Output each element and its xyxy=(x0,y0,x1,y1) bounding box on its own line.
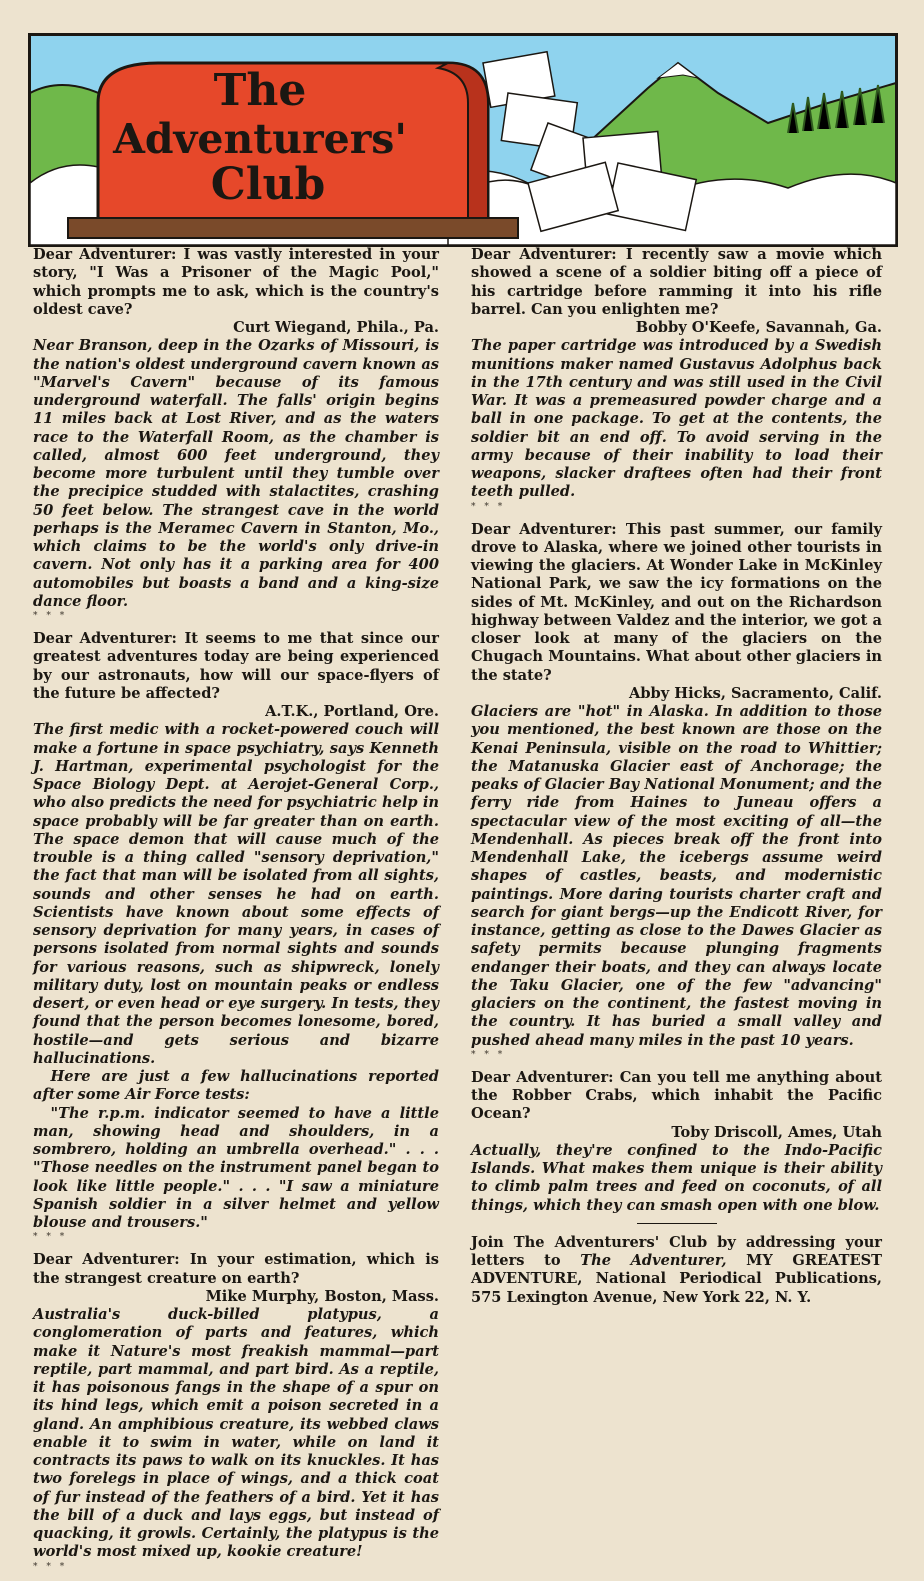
separator: * * * xyxy=(471,501,506,512)
letter-answer: Near Branson, deep in the Ozarks of Missouri, is the nation's oldest underground cavern known as "Marvel's Cavern" because of its famous underground waterfall. The falls' origin begins 11 miles back at Lost River, and as the waters race to the Waterfall Room, as the chamber is called, almost 600 feet underground, they become more turbulent until they tumble over the precipice studded with stalactites, crashing 50 feet below. The strangest cave in the world perhaps is the Meramec Cavern in Stanton, Mo., which claims to be the world's only drive-in cavern. Not only has it a parking area for 400 automobiles but boasts a band and a king-size dance floor. xyxy=(33,337,439,610)
letter-answer: Glaciers are "hot" in Alaska. In addition to those you mentioned, the best known are those on the Kenai Peninsula, visible on the road to Whittier; the Matanuska Glacier east of Anchorage; the peaks of Glacier Bay National Monument; and the ferry ride from Haines to Juneau offers a spectacular view of the most exciting of all—the Mendenhall. As pieces break off the front into Mendenhall Lake, the icebergs assume weird shapes of castles, beasts, and modernistic paintings. More daring tourists charter craft and search for giant bergs—up the Endicott River, for instance, getting as close to the Dawes Glacier as safety permits because plunging fragments endanger their boats, and they can always locate the Taku Glacier, one of the few "advancing" glaciers on the continent, the fastest moving in the country. It has buried a small valley and pushed ahead many miles in the past 10 years. xyxy=(471,703,882,1049)
letter-signature: Curt Wiegand, Phila., Pa. xyxy=(233,319,439,336)
letter-answer: Here are just a few hallucinations reported after some Air Force tests: xyxy=(33,1068,439,1104)
letter-signature: Bobby O'Keefe, Savannah, Ga. xyxy=(635,319,882,336)
banner-illustration xyxy=(28,33,898,247)
letter-signature: Toby Driscoll, Ames, Utah xyxy=(671,1123,882,1141)
title-line-2: Adventurers' xyxy=(113,115,407,163)
letter-answer: "The r.p.m. indicator seemed to have a little man, showing head and shoulders, in a sombrero, holding an umbrella overhead." . . . "Those needles on the instrument panel began to look like little people." . . . "I saw a miniature Spanish soldier in a silver helmet and yellow blouse and trousers." xyxy=(33,1104,439,1231)
letter-signature: Mike Murphy, Boston, Mass. xyxy=(205,1287,439,1305)
letter-question: Dear Adventurer: It seems to me that since our greatest adventures today are being experienced by our astronauts, how will our space-flyers of the future be affected? xyxy=(33,630,439,702)
letter-answer: The paper cartridge was introduced by a Swedish munitions maker named Gustavus Adolphus back in the 17th century and was still used in the Civil War. It was a premeasured powder charge and a ball in one package. To get at the contents, the soldier bit an end off. To avoid serving in the army because of their inability to load their weapons, slacker draftees often had their front teeth pulled. xyxy=(471,337,882,501)
title-line-3: Club xyxy=(210,159,326,210)
header-banner xyxy=(28,33,898,247)
letter-question: Dear Adventurer: In your estimation, which is the strangest creature on earth? xyxy=(33,1251,439,1287)
separator: * * * xyxy=(33,611,68,621)
footer-text xyxy=(471,1234,882,1307)
left-column xyxy=(33,246,439,1581)
letter-answer: Australia's duck-billed platypus, a conglomeration of parts and features, which make it Nature's most freakish mammal—part reptile, part mammal, and part bird. As a reptile, it has poisonous fangs in the shape of a spur on its hind legs, which emit a poison secreted in a gland. An amphibious creature, its webbed claws enable it to swim in water, while on land it contracts its paws to walk on its knuckles. It has two forelegs in place of wings, and a thick coat of fur instead of the feathers of a bird. Yet it has the bill of a duck and lays eggs, but instead of quacking, it growls. Certainly, the platypus is the world's most mixed up, kookie creature! xyxy=(33,1306,439,1561)
letter-question: Dear Adventurer: This past summer, our family drove to Alaska, where we joined other tourists in viewing the glaciers. At Wonder Lake in McKinley National Park, we saw the icy formations on the sides of Mt. McKinley, and out on the Richardson highway between Valdez and the interior, we got a closer look at many of the glaciers on the Chugach Mountains. What about other glaciers in the state? xyxy=(471,520,882,684)
divider xyxy=(637,1223,717,1224)
right-column xyxy=(471,246,882,1307)
footer-text-after: MY GREATEST ADVENTURE, National Periodical Publications, 575 Lexington Avenue, New York 22, N. Y. xyxy=(471,1252,883,1306)
letter-question: Dear Adventurer: I recently saw a movie which showed a scene of a soldier biting off a piece of his cartridge before ramming it into his rifle barrel. Can you enlighten me? xyxy=(471,246,882,318)
letter-answer: The first medic with a rocket-powered couch will make a fortune in space psychiatry, says Kenneth J. Hartman, experimental psychologist for the Space Biology Dept. at Aerojet-General Corp., who also predicts the need for psychiatric help in space probably will be far greater than on earth. The space demon that will cause much of the trouble is a thing called "sensory deprivation," the fact that man will be isolated from all sights, sounds and other senses he had on earth. Scientists have known about some effects of sensory deprivation for many years, in cases of persons isolated from normal sights and sounds for various reasons, such as shipwreck, lonely military duty, lost on mountain peaks or endless desert, or even head or eye surgery. In tests, they found that the person becomes lonesome, bored, hostile—and gets serious and bizarre hallucinations. xyxy=(33,721,439,1067)
letter-signature: Abby Hicks, Sacramento, Calif. xyxy=(629,684,882,702)
separator: * * * xyxy=(33,1561,68,1572)
footer-text-before: Join The Adventurers' Club by addressing your letters to xyxy=(471,1233,882,1269)
title-line-1: The xyxy=(213,65,307,116)
footer-addressee: The Adventurer, xyxy=(580,1252,727,1269)
separator: * * * xyxy=(471,1049,506,1060)
letter-answer: Actually, they're confined to the Indo-Pacific Islands. What makes them unique is their ability to climb palm trees and feed on coconuts, of all things, which they can smash open with one blow. xyxy=(471,1141,882,1214)
letter-signature: A.T.K., Portland, Ore. xyxy=(265,703,439,720)
letter-question: Dear Adventurer: Can you tell me anything about the Robber Crabs, which inhabit the Pacific Ocean? xyxy=(471,1068,882,1123)
separator: * * * xyxy=(33,1232,68,1243)
letter-question: Dear Adventurer: I was vastly interested in your story, "I Was a Prisoner of the Magic Pool," which prompts me to ask, which is the country's oldest cave? xyxy=(33,246,439,318)
mailbox-post xyxy=(68,218,518,238)
